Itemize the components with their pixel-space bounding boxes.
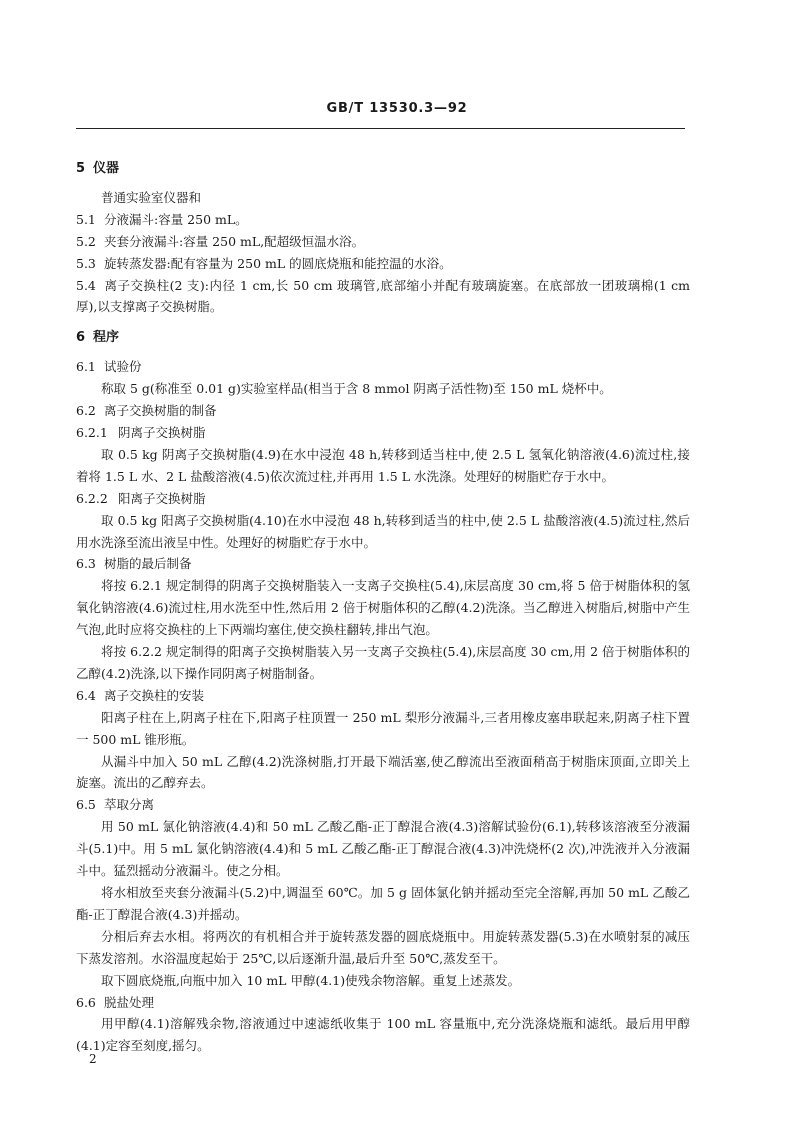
paragraph: 分相后弃去水相。将两次的有机相合并于旋转蒸发器的圆底烧瓶中。用旋转蒸发器(5.3)在水喷射泵的减压下蒸发溶剂。水浴温度起始于 25℃,以后逐渐升温,最后升至 50℃,蒸发至干。 (76, 928, 690, 966)
paragraph: 称取 5 g(称准至 0.01 g)实验室样品(相当于含 8 mmol 阴离子活性物)至 150 mL 烧杯中。 (101, 381, 612, 397)
page-content (76, 152, 690, 1057)
paragraph: 取 0.5 kg 阴离子交换树脂(4.9)在水中浸泡 48 h,转移到适当柱中,使 2.5 L 氢氧化钠溶液(4.6)流过柱,接着将 1.5 L 水、2 L 盐酸溶液(4.5)依次流过柱,并再用 1.5 L 水洗涤。处理好的树脂贮存于水中。 (76, 446, 690, 484)
paragraph: 取 0.5 kg 阳离子交换树脂(4.10)在水中浸泡 48 h,转移到适当的柱中,使 2.5 L 盐酸溶液(4.5)流过柱,然后用水洗涤至流出液呈中性。处理好的树脂贮存于水中。 (76, 512, 690, 550)
subsection-heading: 6.3 树脂的最后制备 (76, 556, 192, 572)
list-item: 5.1 分液漏斗:容量 250 mL。 (76, 211, 248, 227)
subsection-heading: 6.2.2 阳离子交换树脂 (76, 490, 206, 506)
section-5-heading (76, 158, 690, 180)
subsection-heading: 6.2 离子交换树脂的制备 (76, 403, 217, 419)
subsection-heading: 6.6 脱盐处理 (76, 994, 155, 1010)
paragraph: 将水相放至夹套分液漏斗(5.2)中,调温至 60℃。加 5 g 固体氯化钠并摇动至完全溶解,再加 50 mL 乙酸乙酯-正丁醇混合液(4.3)并摇动。 (76, 885, 690, 922)
standard-code-header: GB/T 13530.3—92 (326, 101, 468, 116)
subsection-heading: 6.4 离子交换柱的安装 (76, 687, 205, 703)
list-item: 5.3 旋转蒸发器:配有容量为 250 mL 的圆底烧瓶和能控温的水浴。 (76, 255, 452, 271)
subsection-heading: 6.1 试验份 (76, 359, 142, 375)
subsection-heading: 6.2.1 阴离子交换树脂 (76, 424, 206, 440)
page-number: 2 (89, 1052, 97, 1066)
list-item: 5.4 离子交换柱(2 支):内径 1 cm,长 50 cm 玻璃管,底部缩小并配有玻璃旋塞。在底部放一团玻璃棉(1 cm 厚),以支撑离子交换树脂。 (76, 277, 690, 315)
paragraph: 取下圆底烧瓶,向瓶中加入 10 mL 甲醇(4.1)使残余物溶解。重复上述蒸发。 (101, 972, 521, 988)
paragraph: 将按 6.2.1 规定制得的阴离子交换树脂装入一支离子交换柱(5.4),床层高度 30 cm,将 5 倍于树脂体积的氢氧化钠溶液(4.6)流过柱,用水洗至中性,然后用 2 倍于树脂体积的乙醇(4.2)洗涤。当乙醇进入树脂后,树脂中产生气泡,此时应将交换柱的上下两端均塞住,使交换柱翻转,排出气泡。 (76, 578, 690, 638)
section-title: 仪器 (93, 161, 120, 176)
paragraph: 将按 6.2.2 规定制得的阳离子交换树脂装入另一支离子交换柱(5.4),床层高度 30 cm,用 2 倍于树脂体积的乙醇(4.2)洗涤,以下操作同阴离子树脂制备。 (76, 644, 690, 681)
paragraph: 从漏斗中加入 50 mL 乙醇(4.2)洗涤树脂,打开最下端活塞,使乙醇流出至液面稍高于树脂床顶面,立即关上旋塞。流出的乙醇弃去。 (76, 753, 690, 791)
paragraph: 用 50 mL 氯化钠溶液(4.4)和 50 mL 乙酸乙酯-正丁醇混合液(4.3)溶解试验份(6.1),转移该溶液至分液漏斗(5.1)中。用 5 mL 氯化钠溶液(4.4)和 5 mL 乙酸乙酯-正丁醇混合液(4.3)冲洗烧杯(2 次),冲洗液并入分液漏斗中。猛烈摇动分液漏斗。使之分相。 (76, 819, 690, 879)
paragraph: 阳离子柱在上,阴离子柱在下,阳离子柱顶置一 250 mL 梨形分液漏斗,三者用橡皮塞串联起来,阴离子柱下置一 500 mL 锥形瓶。 (76, 709, 690, 747)
section-6-heading (76, 327, 690, 349)
section-number: 5 (76, 161, 86, 176)
section-title: 程序 (93, 330, 120, 346)
header-rule (76, 128, 685, 129)
section-number: 6 (76, 330, 86, 346)
subsection-heading: 6.5 萃取分离 (76, 797, 155, 813)
paragraph: 用甲醇(4.1)溶解残余物,溶液通过中速滤纸收集于 100 mL 容量瓶中,充分洗涤烧瓶和滤纸。最后用甲醇(4.1)定容至刻度,摇匀。 (76, 1016, 690, 1054)
paragraph: 普通实验室仪器和 (101, 189, 202, 205)
list-item: 5.2 夹套分液漏斗:容量 250 mL,配超级恒温水浴。 (76, 233, 365, 249)
